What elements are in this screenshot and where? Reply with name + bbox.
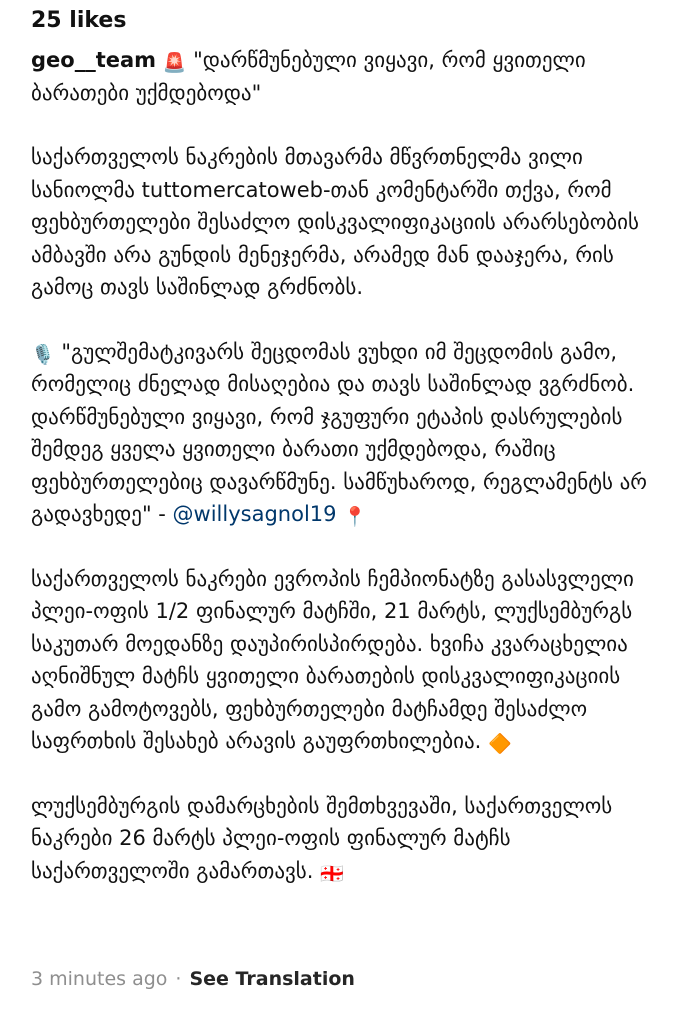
caption-quote-title: "დარწმუნებული ვიყავი, რომ ყვითელი ბარათები უქმდებოდა" [31, 48, 586, 105]
post-meta [31, 968, 355, 990]
meta-separator: · [175, 968, 182, 990]
caption-paragraph-4 [31, 563, 661, 758]
paragraph-gap [31, 531, 661, 563]
coach-quote: "გულშემატკივარს შეცდომას ვუხდი იმ შეცდომის გამო, რომელიც ძნელად მისაღებია და თავს საშინლად ვგრძნობ. დარწმუნებული ვიყავი, რომ ჯგუფური ეტაპის დასრულების შემდეგ ყველა ყვითელი ბარათი უქმდებოდა, რაშიც ფეხბურთელებიც დავარწმუნე. სამწუხაროდ, რეგლამენტს არ გადავხედე" - [31, 339, 648, 526]
caption-paragraph-1 [31, 44, 661, 109]
paragraph-gap [31, 109, 661, 141]
microphone-icon: 🎙️ [31, 343, 55, 366]
pin-icon: 📍 [343, 506, 367, 528]
caption-paragraph-2: საქართველოს ნაკრების მთავარმა მწვრთნელმა ვილი სანიოლმა tuttomercatoweb-თან კომენტარში თქვა, რომ ფეხბურთელები შესაძლო დისკვალიფიკაციის არარსებობის ამბავში არა გუნდის მენეჯერმა, არამედ მან დააჯერა, რის გამოც თავს საშინლად გრძნობს. [31, 145, 639, 299]
see-translation-button[interactable]: See Translation [189, 968, 355, 990]
paragraph-gap [31, 304, 661, 336]
orange-diamond-icon: 🔶 [487, 733, 512, 755]
caption-paragraph-3 [31, 336, 661, 531]
mention-link[interactable]: @willysagnol19 [172, 502, 337, 526]
match-info-text: საქართველოს ნაკრები ევროპის ჩემპიონატზე გასასვლელი პლეი-ოფის 1/2 ფინალურ მატჩში, 21 მარტს, ლუქსემბურგს საკუთარ მოედანზე დაუპირისპირდება. ხვიჩა კვარაცხელია აღნიშნულ მატჩს ყვითელი ბარათების დისკვალიფიკაციის გამო გამოტოვებს, ფეხბურთელები მატჩამდე შესაძლო საფრთხის შესახებ არავის გაუფრთხილებია. [31, 566, 634, 753]
caption [31, 44, 661, 887]
caption-paragraph-5 [31, 790, 661, 888]
georgia-flag-icon: 🇬🇪 [320, 862, 344, 885]
siren-icon: 🚨 [162, 52, 187, 74]
final-info-text: ლუქსემბურგის დამარცხების შემთხვევაში, საქართველოს ნაკრები 26 მარტს პლეი-ოფის ფინალურ მატჩს საქართველოში გამართავს. [31, 793, 613, 883]
paragraph-gap [31, 758, 661, 790]
post-timestamp: 3 minutes ago [31, 968, 168, 990]
likes-count[interactable]: 25 likes [31, 8, 127, 33]
username-link[interactable]: geo__team [31, 48, 157, 72]
